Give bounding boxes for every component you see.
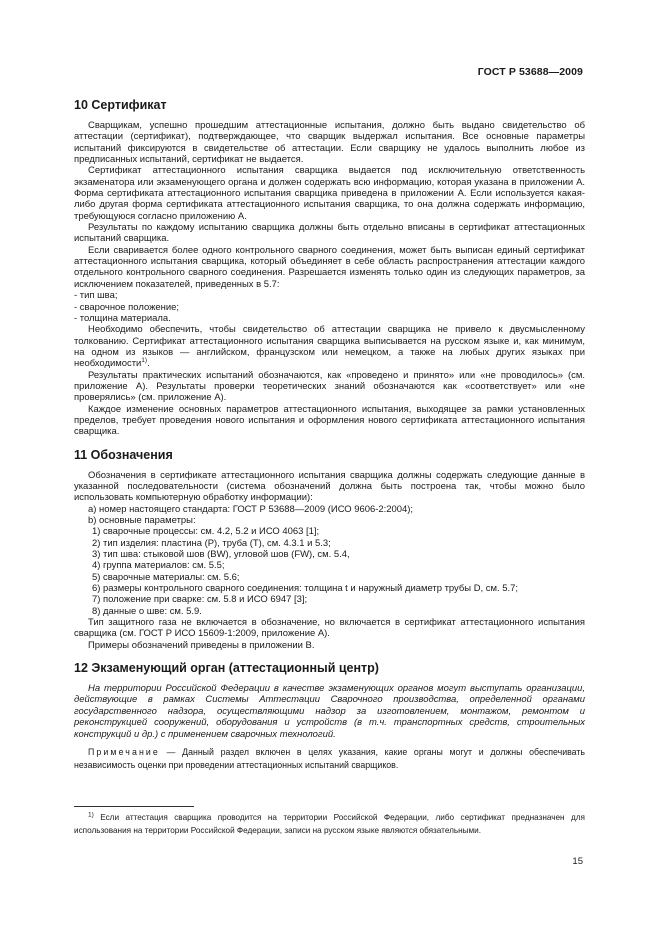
section-12-heading: 12 Экзаменующий орган (аттестационный центр) [74, 661, 379, 676]
section-12-paragraph-1: На территории Российской Федерации в качестве экзаменующих органов могут выступать организации, действующие в рамках Системы Аттестации Сварочного производства, определенной органами государственного надзора, осуществляющими надзор за изготовлением, монтажом, ремонтом и реконструкцией сооружений, оборудования и устройств (в т.ч. транспортных средств, строительных конструкций и др.) с применением сварочных технологий. [74, 683, 585, 740]
section-11-heading: 11 Обозначения [74, 447, 173, 462]
sub-list-item: 3) тип шва: стыковой шов (BW), угловой шов (FW), см. 5.4, [92, 549, 350, 561]
section-11-paragraph-1: Обозначения в сертификате аттестационного испытания сварщика должны содержать следующие данные в указанной последовательности (система обозначений должна быть построена так, чтобы можно было использовать компьютерную обработку информации): [74, 469, 585, 504]
sub-list-item: 2) тип изделия: пластина (P), труба (T), см. 4.3.1 и 5.3; [92, 537, 331, 549]
section-10-paragraph-5-end: . [147, 358, 150, 370]
section-11-paragraph-2: Тип защитного газа не включается в обозначение, но включается в сертификат аттестационного испытания сварщика (см. ГОСТ Р ИСО 15609-1:2009, приложение А). [74, 617, 585, 640]
section-10-paragraph-5 [74, 324, 585, 369]
footnote-text: Если аттестация сварщика проводится на территории Российской Федерации, либо сертификат предназначен для использования на территории Российской Федерации, записи на русском языке являются обязательными. [74, 813, 585, 835]
list-item-b: b) основные параметры: [88, 515, 196, 526]
sub-list-item: 7) положение при сварке: см. 5.8 и ИСО 6947 [3]; [92, 594, 308, 606]
dash-item: - толщина материала. [74, 312, 171, 324]
footnote-divider [74, 806, 194, 807]
dash-item: - сварочное положение; [74, 301, 180, 313]
section-10-heading: 10 Сертификат [74, 98, 167, 112]
page-content [74, 90, 585, 772]
footnote-reference[interactable]: 1) [141, 357, 148, 365]
section-10-paragraph-6: Результаты практических испытаний обозначаются, как «проведено и принято» или «не проводилось» (см. приложение А). Результаты проверки теоретических знаний обозначаются как «соответствует» или «не проверялись» (см. приложение А). [74, 369, 585, 404]
section-10-paragraph-3: Результаты по каждому испытанию сварщика должны быть отдельно вписаны в сертификат аттестационных испытаний сварщика. [74, 222, 585, 245]
section-10-paragraph-7: Каждое изменение основных параметров аттестационного испытания, выходящее за рамки установленных пределов, требует проведения нового испытания и оформления нового сертификата аттестационного испытания сварщика. [74, 403, 585, 438]
note-label: Примечание [88, 746, 160, 757]
document-code: ГОСТ Р 53688—2009 [477, 66, 583, 78]
note-text: — Данный раздел включен в целях указания, какие органы могут и должны обеспечивать независимость оценки при проведении аттестационных испытаний сварщиков. [74, 746, 585, 770]
footnote [74, 812, 585, 837]
sub-list-item: 6) размеры контрольного сварного соединения: толщина t и наружный диаметр трубы D, см. 5.7; [92, 583, 518, 595]
sub-list-item: 8) данные о шве: см. 5.9. [92, 605, 202, 617]
section-10-paragraph-1: Сварщикам, успешно прошедшим аттестационные испытания, должно быть выдано свидетельство об аттестации (сертификат), подтверждающее, что сварщик выдержал испытания. Все основные параметры испытаний фиксируются в свидетельстве об аттестации. Если сварщику не удалось выполнить любое из предписанных испытаний, сертификат не выдается. [74, 120, 585, 166]
section-11-paragraph-3: Примеры обозначений приведены в приложении В. [88, 639, 315, 651]
note [74, 746, 585, 772]
footnote-marker: 1) [88, 811, 94, 819]
section-10-paragraph-5-text: Необходимо обеспечить, чтобы свидетельство об аттестации сварщика не привело к двусмысленному толкованию. Сертификат аттестационного испытания сварщика выписывается на русском языке и, как минимум, на одном из языков — английском, французском или немецком, а также на любых других языках при необходимости [74, 324, 585, 370]
page-number: 15 [572, 856, 583, 867]
sub-list-item: 5) сварочные материалы: см. 5.6; [92, 571, 240, 583]
list-item-a: a) номер настоящего стандарта: ГОСТ Р 53688—2009 (ИСО 9606-2:2004); [88, 503, 414, 515]
section-10-paragraph-2: Сертификат аттестационного испытания сварщика выдается под исключительную ответственность экзаменатора или экзаменующего органа и должен содержать всю информацию, которая указана в приложении А. Форма сертификата аттестационного испытания сварщика приведена в приложении А. Если используется какая-либо другая форма сертификата аттестационного испытания сварщика, то она должна содержать информацию, требующуюся согласно приложению А. [74, 165, 585, 222]
dash-item: - тип шва; [74, 290, 118, 302]
sub-list-item: 4) группа материалов: см. 5.5; [92, 560, 225, 572]
section-10-paragraph-4: Если сваривается более одного контрольного сварного соединения, может быть выписан единый сертификат аттестационного испытания сварщика, который объединяет в себе область распространения аттестации каждого отдельного контрольного сварного соединения. Разрешается изменять только один из следующих параметров, за исключением показателей, приведенных в 5.7: [74, 244, 585, 290]
sub-list-item: 1) сварочные процессы: см. 4.2, 5.2 и ИСО 4063 [1]; [92, 526, 320, 538]
